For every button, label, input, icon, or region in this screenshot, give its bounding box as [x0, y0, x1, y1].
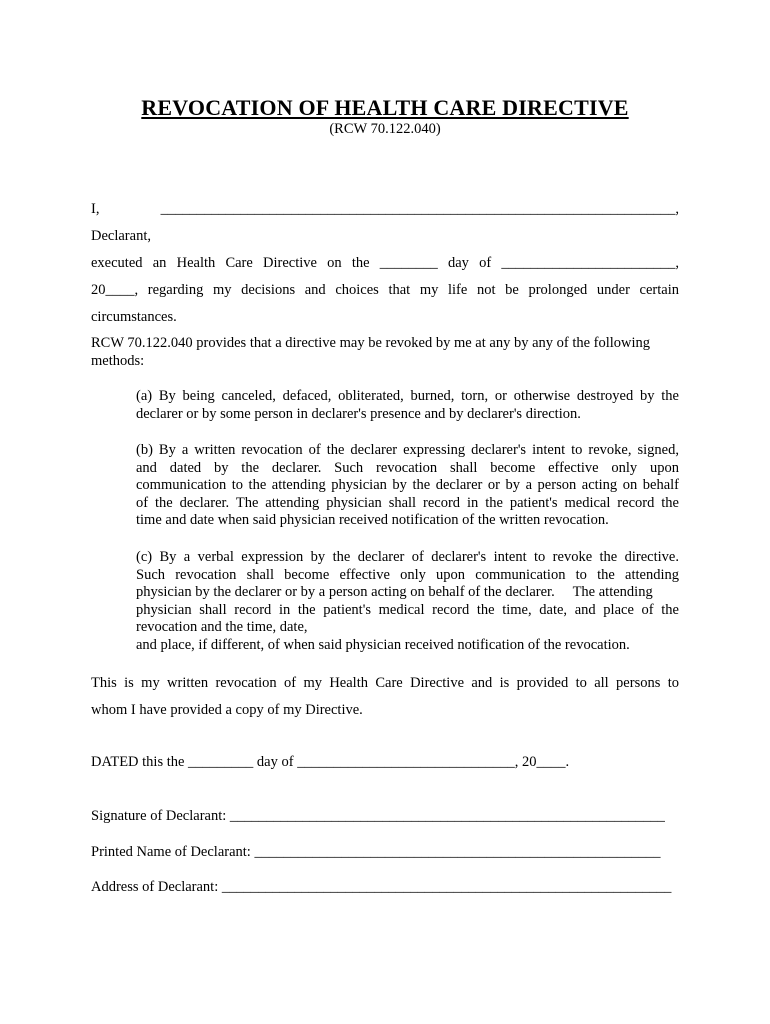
- statute-reference: (RCW 70.122.040): [329, 121, 441, 137]
- intro-text-line: circumstances.: [91, 309, 177, 325]
- declarant-name-line: I, _______________________________________________________________________, Declarant,: [91, 201, 679, 244]
- method-c-line: physician shall record in the patient's medical record the time, date, and place of the: [136, 601, 679, 618]
- method-c-paragraph: [136, 549, 679, 654]
- method-c-line: physician by the declarer or by a person acting on behalf of the declarer. The attending: [136, 584, 653, 600]
- execution-date-line: executed an Health Care Directive on the ________ day of ________________________,: [91, 255, 679, 271]
- dated-line[interactable]: DATED this the _________ day of ______________________________, 20____.: [91, 754, 570, 770]
- methods-intro-paragraph: [91, 335, 679, 370]
- intro-paragraph: [91, 196, 679, 331]
- method-a-paragraph: [136, 388, 679, 423]
- method-b-line: (b) By a written revocation of the declarer expressing declarer's intent to revoke, signed,: [136, 442, 679, 458]
- method-b-line: communication to the attending physician by the declarer or by a person acting on behalf: [136, 477, 679, 493]
- method-c-line: (c) By a verbal expression by the declarer of declarer's intent to revoke the directive.: [136, 549, 679, 565]
- address-field[interactable]: Address of Declarant: ______________________________________________________________: [91, 879, 672, 895]
- method-c-line: revocation and the time, date,: [136, 619, 308, 635]
- method-b-paragraph: [136, 442, 679, 530]
- method-b-line: of the declarer. The attending physician shall record in the patient's medical record the: [136, 494, 679, 511]
- methods-intro-line: methods:: [91, 352, 145, 369]
- statement-line: This is my written revocation of my Health Care Directive and is provided to all persons to: [91, 675, 679, 691]
- method-c-line: and place, if different, of when said physician received notification of the revocation.: [136, 636, 630, 653]
- statement-line: whom I have provided a copy of my Directive.: [91, 702, 363, 718]
- signature-field[interactable]: Signature of Declarant: ____________________________________________________________: [91, 808, 665, 824]
- methods-intro-line: RCW 70.122.040 provides that a directive may be revoked by me at any by any of the following: [91, 335, 651, 351]
- method-a-line: declarer or by some person in declarer's presence and by declarer's direction.: [136, 405, 581, 422]
- intro-text-line: 20____, regarding my decisions and choices that my life not be prolonged under certain: [91, 282, 679, 298]
- method-c-line: Such revocation shall become effective only upon communication to the attending: [136, 566, 679, 583]
- method-b-line: and dated by the declarer. Such revocation shall become effective only upon: [136, 459, 679, 476]
- method-a-line: (a) By being canceled, defaced, obliterated, burned, torn, or otherwise destroyed by the: [136, 388, 679, 404]
- revocation-statement: [91, 670, 679, 724]
- document-title: REVOCATION OF HEALTH CARE DIRECTIVE: [141, 95, 629, 120]
- method-b-line: time and date when said physician received notification of the written revocation.: [136, 512, 609, 528]
- printed-name-field[interactable]: Printed Name of Declarant: ________________________________________________________: [91, 844, 661, 860]
